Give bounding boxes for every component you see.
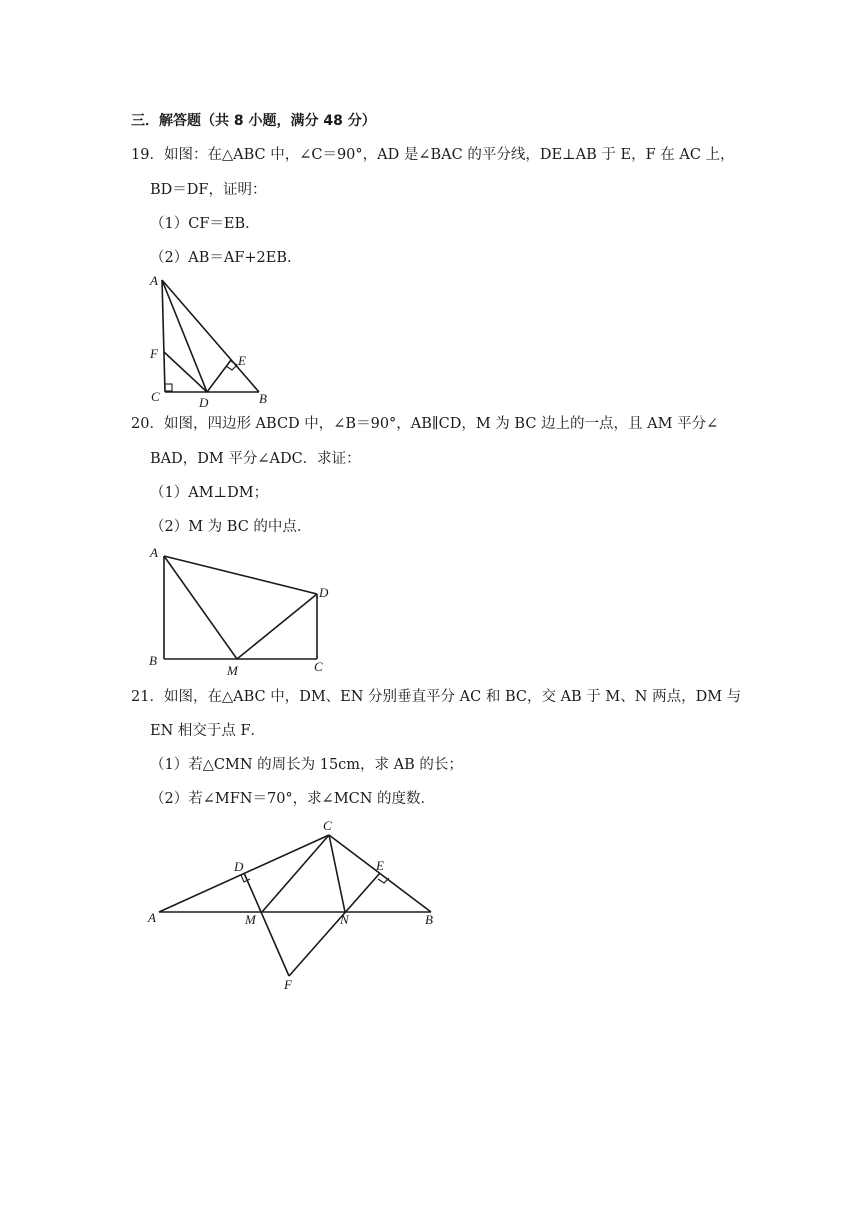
q19-bisector-ad [162, 280, 207, 392]
q21-label-e: E [376, 858, 384, 873]
q20-figure [140, 543, 340, 678]
q21-label-d: D [234, 859, 244, 874]
q19-segment-fd [164, 352, 207, 392]
q19-label-c: C [151, 389, 160, 404]
q20-label-b: B [149, 653, 157, 668]
q21-part2: （2）若∠MFN＝70°，求∠MCN 的度数． [150, 791, 436, 807]
q19-label-e: E [238, 353, 246, 368]
q20-label-a: A [150, 545, 158, 560]
q19-label-f: F [150, 346, 158, 361]
q20-part1: （1）AM⊥DM； [150, 485, 269, 501]
q19-right-angle-c [165, 384, 172, 391]
q20-part2: （2）M 为 BC 的中点． [150, 519, 312, 535]
q20-segment-dm [237, 594, 317, 659]
q21-label-n: N [340, 912, 349, 927]
q21-label-a: A [148, 910, 156, 925]
q19-part1: （1）CF＝EB． [150, 216, 260, 232]
q20-label-m: M [227, 663, 238, 678]
q20-statement-line2: BAD，DM 平分∠ADC．求证： [150, 451, 361, 467]
q21-label-c: C [323, 818, 332, 833]
q21-figure [140, 812, 450, 992]
q20-statement-line1: 20．如图，四边形 ABCD 中，∠B＝90°，AB∥CD，M 为 BC 边上的一点，且 AM 平分∠ [131, 416, 719, 432]
q19-label-a: A [150, 273, 158, 288]
q21-segment-cn [329, 835, 345, 912]
q20-label-c: C [314, 659, 323, 674]
q19-label-d: D [199, 395, 209, 410]
q21-statement-line1: 21．如图，在△ABC 中，DM、EN 分别垂直平分 AC 和 BC，交 AB 于 M、N 两点，DM 与 [131, 689, 742, 705]
q20-label-d: D [319, 585, 329, 600]
q21-segment-cm [262, 835, 329, 912]
q21-label-f: F [284, 977, 292, 992]
q19-statement-line2: BD＝DF，证明： [150, 182, 267, 198]
q21-line-ef [289, 873, 380, 976]
q21-part1: （1）若△CMN 的周长为 15cm，求 AB 的长； [150, 757, 463, 773]
q19-figure [140, 270, 290, 410]
q19-label-b: B [259, 391, 267, 406]
section-title: 三．解答题（共 8 小题，满分 48 分） [131, 113, 376, 129]
q19-side-ac [162, 280, 165, 392]
q19-statement-line1: 19．如图：在△ABC 中，∠C＝90°，AD 是∠BAC 的平分线，DE⊥AB 于 E，F 在 AC 上， [131, 147, 735, 163]
q21-label-m: M [245, 912, 256, 927]
q19-perpendicular-de [207, 360, 231, 392]
q19-side-ab [162, 280, 259, 392]
q21-label-b: B [425, 912, 433, 927]
q21-statement-line2: EN 相交于点 F． [150, 723, 266, 739]
q19-part2: （2）AB＝AF+2EB． [150, 250, 302, 266]
